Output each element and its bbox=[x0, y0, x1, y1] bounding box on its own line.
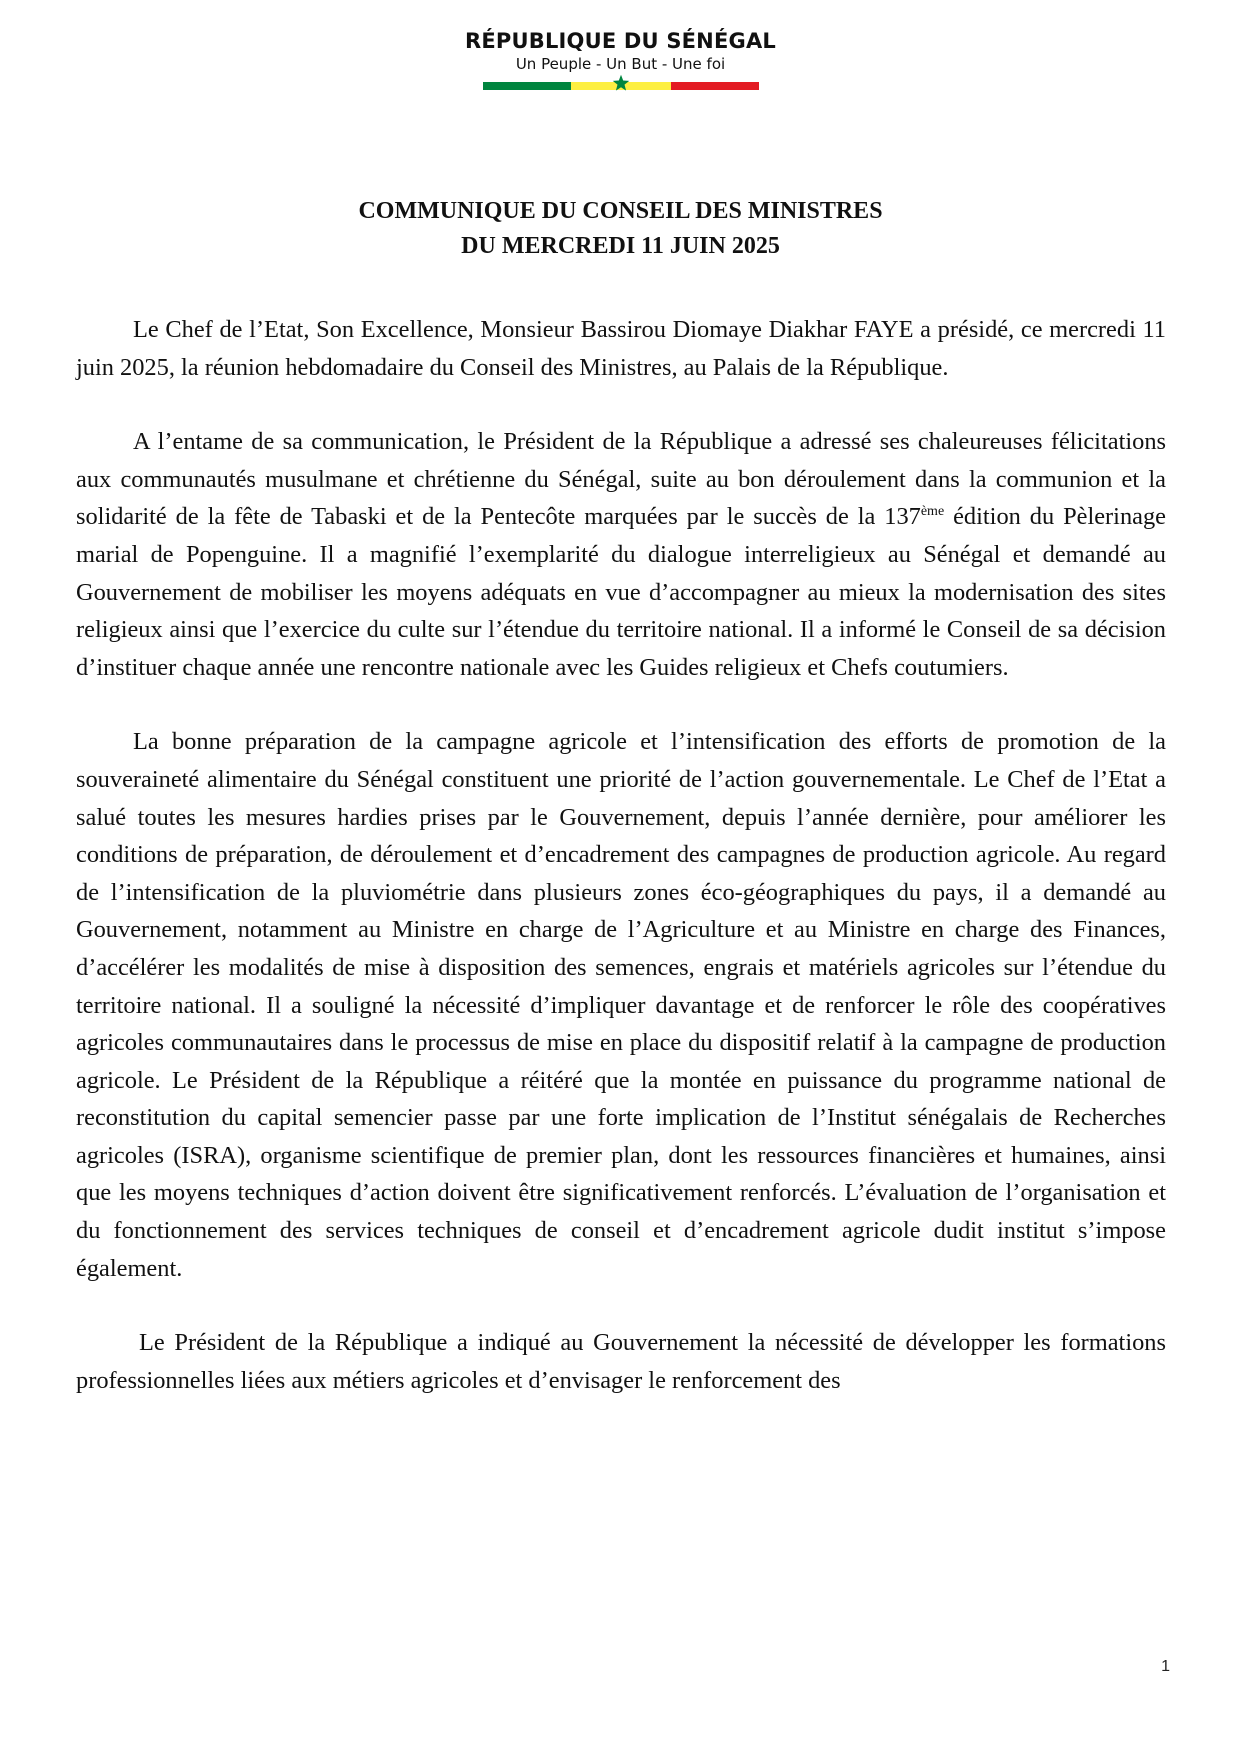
page-number: 1 bbox=[1161, 1658, 1170, 1675]
title-line-1: COMMUNIQUE DU CONSEIL DES MINISTRES bbox=[358, 198, 883, 224]
communique-title bbox=[0, 194, 1241, 264]
letterhead bbox=[0, 28, 1241, 90]
flag-red-band bbox=[671, 82, 759, 90]
paragraph-1: Le Chef de l’Etat, Son Excellence, Monsieur Bassirou Diomaye Diakhar FAYE a présidé, ce mercredi 11 juin 2025, la réunion hebdomadaire du Conseil des Ministres, au Palais de la République. bbox=[76, 316, 1166, 381]
paragraph-4: Le Président de la République a indiqué au Gouvernement la nécessité de développer les formations professionnelles liées aux métiers agricoles et d’envisager le renforcement des bbox=[76, 1329, 1166, 1394]
flag-stripe bbox=[483, 82, 759, 90]
paragraph-2-part-2: édition du Pèlerinage marial de Popenguine. Il a magnifié l’exemplarité du dialogue interreligieux au Sénégal et demandé au Gouvernement de mobiliser les moyens adéquats en vue d’accompagner au mieux la modernisation des sites religieux ainsi que l’exercice du culte sur l’étendue du territoire national. Il a informé le Conseil de sa décision d’instituer chaque année une rencontre nationale avec les Guides religieux et Chefs coutumiers. bbox=[76, 503, 1166, 681]
paragraph-2-part-1: A l’entame de sa communication, le Président de la République a adressé ses chaleureuses félicitations aux communautés musulmane et chrétienne du Sénégal, suite au bon déroulement dans la communion et la solidarité de la fête de Tabaski et de la Pentecôte marquées par le succès de la 137 bbox=[76, 428, 1166, 531]
communique-body bbox=[76, 311, 1166, 1436]
title-line-2: DU MERCREDI 11 JUIN 2025 bbox=[461, 233, 780, 259]
green-star-icon bbox=[612, 74, 630, 92]
flag-green-band bbox=[483, 82, 571, 90]
national-motto: Un Peuple - Un But - Une foi bbox=[515, 55, 726, 73]
paragraph-2 bbox=[76, 423, 1166, 686]
paragraph-3: La bonne préparation de la campagne agricole et l’intensification des efforts de promotion de la souveraineté alimentaire du Sénégal constituent une priorité de l’action gouvernementale. Le Chef de l’Etat a salué toutes les mesures hardies prises par le Gouvernement, depuis l’année dernière, pour améliorer les conditions de préparation, de déroulement et d’encadrement des campagnes de production agricole. Au regard de l’intensification de la pluviométrie dans plusieurs zones éco-géographiques du pays, il a demandé au Gouvernement, notamment au Ministre en charge de l’Agriculture et au Ministre en charge des Finances, d’accélérer les modalités de mise à disposition des semences, engrais et matériels agricoles sur l’étendue du territoire national. Il a souligné la nécessité d’impliquer davantage et de renforcer le rôle des coopératives agricoles communautaires dans le processus de mise en place du dispositif relatif à la campagne de production agricole. Le Président de la République a réitéré que la montée en puissance du programme national de reconstitution du capital semencier passe par une forte implication de l’Institut sénégalais de Recherches agricoles (ISRA), organisme scientifique de premier plan, dont les ressources financières et humaines, ainsi que les moyens techniques d’action doivent être significativement renforcés. L’évaluation de l’organisation et du fonctionnement des services techniques de conseil et d’encadrement agricole dudit institut s’impose également. bbox=[76, 728, 1166, 1282]
country-name: RÉPUBLIQUE DU SÉNÉGAL bbox=[465, 29, 776, 53]
paragraph-2-superscript: ème bbox=[920, 504, 945, 520]
